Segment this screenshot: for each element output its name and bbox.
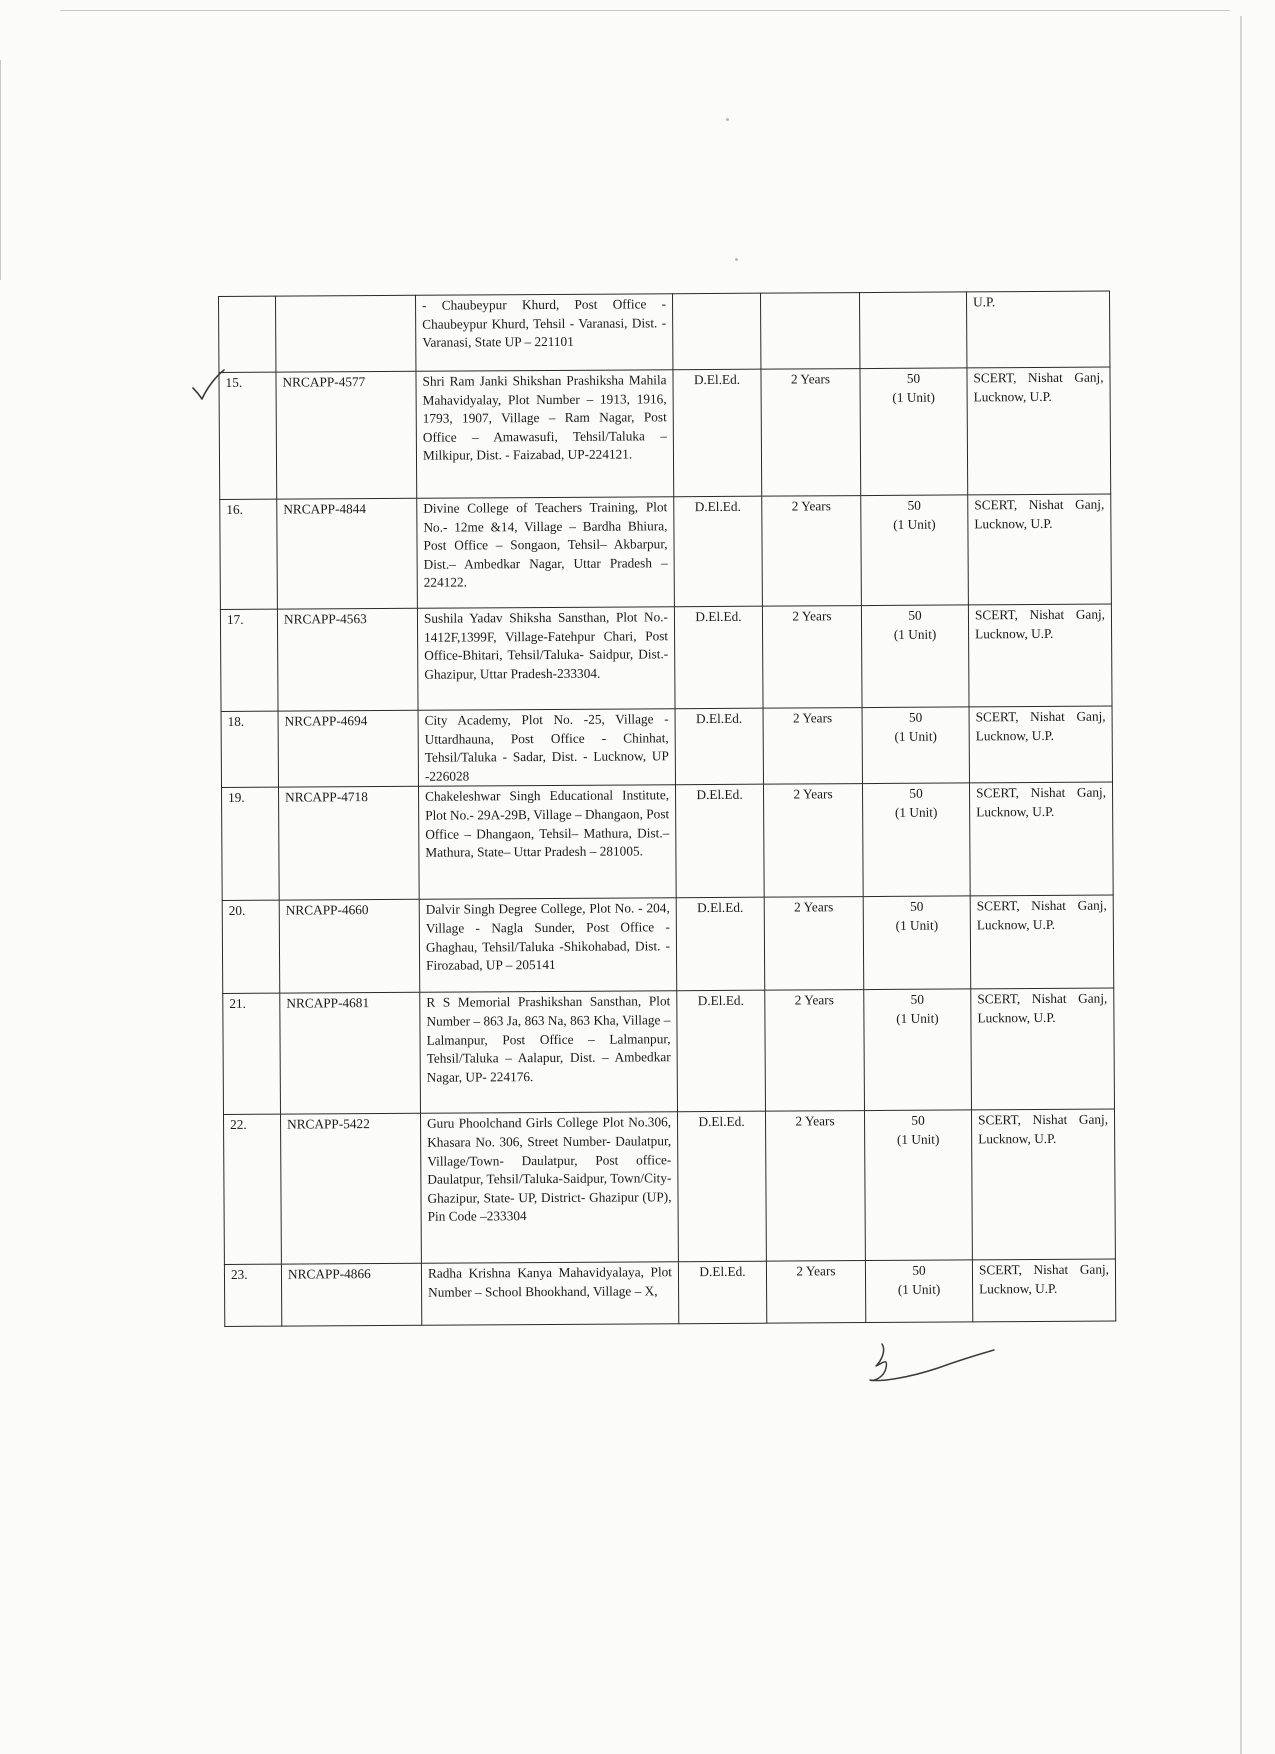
institution-address-cell: City Academy, Plot No. -25, Village - Uttardhauna, Post Office - Chinhat, Tehsil/Taluka - Sadar, Dist. - Lucknow, UP -226028 (418, 709, 675, 787)
table-row (222, 782, 1114, 900)
table-row (219, 291, 1110, 372)
intake-cell (865, 1260, 972, 1323)
affiliating-body-cell: SCERT, Nishat Ganj, Lucknow, U.P. (971, 988, 1115, 1110)
intake-units (866, 293, 960, 294)
serial-number-cell: 17. (220, 609, 278, 711)
intake-cell (864, 1110, 972, 1261)
institution-address-cell: Guru Phoolchand Girls College Plot No.306, Khasara No. 306, Street Number- Daulatpur, Village/Town- Daulatpur, Post office- Daulatpur, Tehsil/Taluka-Saidpur, Town/City- Ghazipur, State- UP, District- Ghazipur (UP), Pin Code –233304 (420, 1112, 678, 1264)
application-code-cell: NRCAPP-4694 (278, 710, 418, 787)
institution-address-cell: Divine College of Teachers Training, Plot No.- 12me &14, Village – Bardha Bhiura, Post Office – Songaon, Tehsil– Akbarpur, Dist.– Ambedkar Nagar, Uttar Pradesh – 224122. (417, 497, 675, 609)
affiliating-body-cell: SCERT, Nishat Ganj, Lucknow, U.P. (969, 706, 1112, 783)
institution-table-wrapper (218, 291, 1110, 1327)
institution-address-cell: Shri Ram Janki Shikshan Prashiksha Mahila Mahavidyalay, Plot Number – 1913, 1916, 1793, 1907, Village – Ram Nagar, Post Office – Amawasufi, Tehsil/Taluka – Milkipur, Dist. - Faizabad, UP-224121. (416, 370, 674, 499)
duration-cell: 2 Years (765, 990, 865, 1112)
duration-cell: 2 Years (762, 606, 862, 709)
course-cell: D.El.Ed. (677, 1112, 766, 1263)
table-row (224, 1109, 1116, 1264)
institution-table (218, 291, 1116, 1328)
table-row (223, 988, 1115, 1114)
course-cell: D.El.Ed. (678, 1262, 766, 1325)
scan-speck (735, 258, 738, 261)
serial-number-cell: 21. (223, 994, 281, 1115)
course-cell (672, 293, 760, 370)
institution-address-cell: Sushila Yadav Shiksha Sansthan, Plot No.- 1412F,1399F, Village-Fatehpur Chari, Post Office-Bhitari, Tehsil/Taluka- Saidpur, Dist.- Ghazipur, Uttar Pradesh-233304. (417, 607, 675, 711)
intake-cell (861, 605, 969, 708)
affiliating-body-cell: SCERT, Nishat Ganj, Lucknow, U.P. (972, 1259, 1115, 1322)
scan-speck (726, 118, 729, 121)
institution-address-cell: Dalvir Singh Degree College, Plot No. - 204, Village - Nagla Sunder, Post Office - Ghaghau, Tehsil/Taluka -Shikohabad, Dist. - Firozabad, UP – 205141 (419, 898, 677, 993)
intake-cell (861, 495, 969, 606)
intake-units: (1 Unit) (897, 1281, 941, 1297)
page-edge-right (1240, 16, 1242, 1754)
serial-number-cell: 22. (224, 1115, 282, 1265)
institution-table-body (219, 291, 1116, 1327)
institution-address-cell: Radha Krishna Kanya Mahavidyalaya, Plot Number – School Bhookhand, Village – X, (421, 1262, 678, 1326)
application-code-cell: NRCAPP-4577 (276, 371, 417, 499)
application-code-cell: NRCAPP-5422 (281, 1114, 422, 1265)
affiliating-body-cell: U.P. (966, 291, 1109, 368)
intake-seats (866, 293, 960, 294)
intake-seats: 50 (907, 497, 921, 513)
duration-cell: 2 Years (764, 897, 864, 991)
serial-number-cell: 20. (222, 901, 280, 994)
intake-cell (863, 896, 971, 990)
intake-units: (1 Unit) (892, 389, 935, 405)
affiliating-body-cell: SCERT, Nishat Ganj, Lucknow, U.P. (968, 494, 1112, 605)
intake-cell (862, 783, 970, 897)
application-code-cell: NRCAPP-4866 (281, 1264, 421, 1327)
serial-number-cell: 16. (220, 499, 278, 609)
serial-number-cell: 23. (224, 1265, 281, 1327)
page-edge-top (60, 10, 1230, 11)
duration-cell: 2 Years (765, 1111, 865, 1262)
intake-cell (862, 707, 969, 784)
table-row (221, 706, 1112, 788)
course-cell: D.El.Ed. (675, 785, 764, 899)
course-cell: D.El.Ed. (674, 606, 763, 709)
table-row (222, 895, 1114, 993)
intake-seats: 50 (910, 899, 924, 915)
intake-units: (1 Unit) (894, 728, 937, 744)
intake-seats: 50 (909, 786, 923, 802)
application-code-cell: NRCAPP-4718 (279, 787, 420, 901)
application-code-cell (276, 295, 416, 372)
page-edge-left (0, 60, 1, 280)
serial-number-cell: 15. (219, 372, 277, 499)
serial-number-cell: 18. (221, 711, 278, 788)
application-code-cell: NRCAPP-4844 (277, 498, 418, 609)
institution-address-cell: - Chaubeypur Khurd, Post Office - Chaubeypur Khurd, Tehsil - Varanasi, Dist. - Varanasi, State UP – 221101 (415, 294, 672, 372)
course-cell: D.El.Ed. (676, 898, 765, 992)
duration-cell: 2 Years (761, 369, 861, 497)
affiliating-body-cell: SCERT, Nishat Ganj, Lucknow, U.P. (967, 367, 1111, 495)
table-row (224, 1259, 1115, 1326)
duration-cell: 2 Years (763, 708, 862, 785)
intake-cell (860, 368, 968, 496)
intake-seats: 50 (912, 1263, 926, 1279)
course-cell: D.El.Ed. (674, 496, 763, 607)
application-code-cell: NRCAPP-4660 (279, 900, 420, 994)
checkmark-icon (190, 368, 226, 402)
intake-units: (1 Unit) (894, 804, 938, 820)
intake-units: (1 Unit) (893, 516, 936, 532)
intake-seats: 50 (911, 1113, 925, 1129)
intake-seats: 50 (906, 370, 921, 386)
affiliating-body-cell: SCERT, Nishat Ganj, Lucknow, U.P. (968, 604, 1112, 707)
affiliating-body-cell: SCERT, Nishat Ganj, Lucknow, U.P. (969, 782, 1113, 896)
application-code-cell: NRCAPP-4563 (277, 608, 418, 711)
table-row (219, 367, 1111, 499)
table-row (220, 604, 1112, 711)
duration-cell: 2 Years (763, 784, 863, 898)
duration-cell: 2 Years (762, 496, 862, 607)
course-cell: D.El.Ed. (675, 708, 763, 785)
table-row (220, 494, 1112, 609)
intake-seats: 50 (908, 709, 923, 725)
affiliating-body-cell: SCERT, Nishat Ganj, Lucknow, U.P. (970, 895, 1114, 989)
course-cell: D.El.Ed. (673, 369, 762, 497)
intake-seats: 50 (908, 607, 922, 623)
intake-seats: 50 (910, 992, 924, 1008)
intake-cell (864, 989, 972, 1111)
intake-units: (1 Unit) (893, 626, 937, 642)
affiliating-body-cell: SCERT, Nishat Ganj, Lucknow, U.P. (971, 1109, 1115, 1260)
course-cell: D.El.Ed. (677, 991, 766, 1113)
intake-units: (1 Unit) (896, 1010, 939, 1026)
intake-units: (1 Unit) (896, 1131, 940, 1147)
serial-number-cell: 19. (222, 788, 280, 901)
serial-number-cell (219, 296, 276, 372)
duration-cell (760, 293, 859, 370)
intake-cell (859, 292, 966, 369)
institution-address-cell: Chakeleshwar Singh Educational Institute, Plot No.- 29A-29B, Village – Dhangaon, Post Office – Dhangaon, Tehsil– Mathura, Dist.– Mathura, State– Uttar Pradesh – 281005. (419, 785, 677, 900)
intake-units: (1 Unit) (895, 917, 939, 933)
application-code-cell: NRCAPP-4681 (280, 993, 421, 1115)
handwritten-signature (868, 1338, 996, 1390)
duration-cell: 2 Years (766, 1261, 865, 1324)
institution-address-cell: R S Memorial Prashikshan Sansthan, Plot Number – 863 Ja, 863 Na, 863 Kha, Village – Lalmanpur, Post Office – Lalmanpur, Tehsil/Taluka – Aalapur, Dist. – Ambedkar Nagar, UP- 224176. (420, 991, 678, 1114)
